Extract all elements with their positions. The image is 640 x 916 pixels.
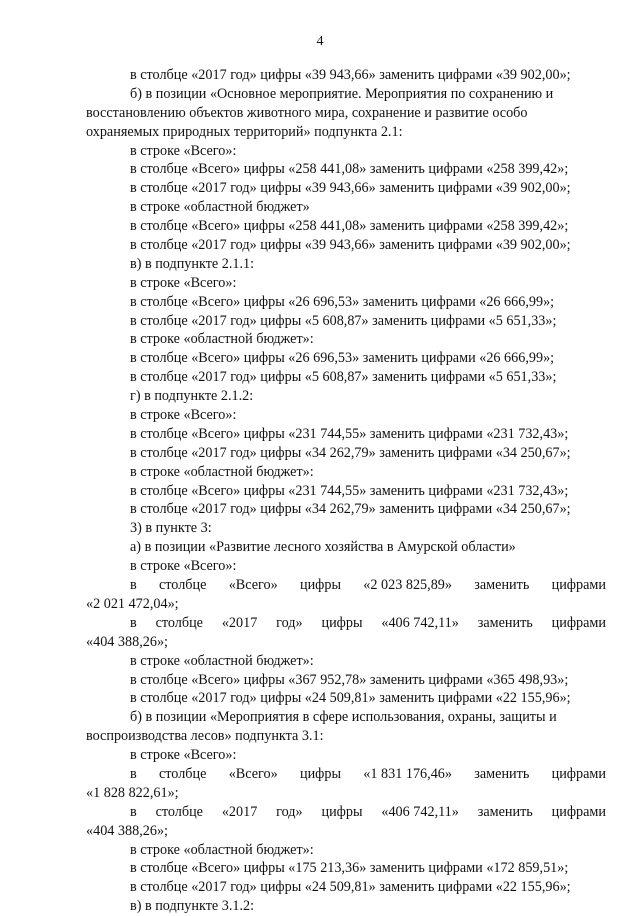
text-line: в строке «областной бюджет»: (130, 652, 314, 669)
text-line: в столбце «Всего» цифры «231 744,55» заменить цифрами «231 732,43»; (130, 482, 569, 499)
text-line: в строке «областной бюджет» (130, 199, 310, 216)
justified-line (86, 803, 606, 822)
word: заменить (474, 765, 530, 782)
word: цифры (299, 765, 341, 782)
text-line: воспроизводства лесов» подпункта 3.1: (86, 728, 324, 745)
text-line: а) в позиции «Развитие лесного хозяйства в Амурской области» (130, 539, 516, 556)
text-line: в) в подпункте 3.1.2: (130, 898, 255, 915)
text-line: «404 388,26»; (86, 633, 168, 650)
text-line: в столбце «Всего» цифры «231 744,55» заменить цифрами «231 732,43»; (130, 425, 569, 442)
justified-line (86, 614, 606, 633)
text-line: «404 388,26»; (86, 822, 168, 839)
text-line: в строке «Всего»: (130, 274, 237, 291)
text-line: в столбце «2017 год» цифры «5 608,87» заменить цифрами «5 651,33»; (130, 369, 557, 386)
word: в (130, 765, 137, 782)
word: столбце (159, 577, 207, 594)
text-line: б) в позиции «Мероприятия в сфере использования, охраны, защиты и (130, 709, 557, 726)
text-line: в) в подпункте 2.1.1: (130, 255, 255, 272)
word: «406 742,11» (381, 803, 459, 820)
text-line: в столбце «2017 год» цифры «39 943,66» заменить цифрами «39 902,00»; (130, 180, 571, 197)
text-line: в столбце «Всего» цифры «175 213,36» заменить цифрами «172 859,51»; (130, 860, 569, 877)
word: «Всего» (228, 765, 278, 782)
word: заменить (477, 614, 533, 631)
text-line: в строке «областной бюджет»: (130, 331, 314, 348)
text-line: «1 828 822,61»; (86, 784, 179, 801)
text-line: в столбце «Всего» цифры «26 696,53» заменить цифрами «26 666,99»; (130, 293, 555, 310)
word: заменить (477, 803, 533, 820)
text-line: в столбце «2017 год» цифры «24 509,81» заменить цифрами «22 155,96»; (130, 879, 571, 896)
text-line: б) в позиции «Основное мероприятие. Мероприятия по сохранению и (130, 85, 554, 102)
text-line: в столбце «2017 год» цифры «39 943,66» заменить цифрами «39 902,00»; (130, 67, 571, 83)
word: «2 023 825,89» (363, 577, 452, 594)
word: в (130, 803, 137, 820)
word: столбце (155, 614, 203, 631)
text-line: охраняемых природных территорий» подпункта 2.1: (86, 123, 403, 140)
word: заменить (474, 577, 530, 594)
word: «Всего» (228, 577, 278, 594)
word: в (130, 614, 137, 631)
word: год» (276, 803, 303, 820)
word: цифрами (551, 803, 606, 820)
text-line: в строке «Всего»: (130, 747, 237, 764)
word: цифрами (551, 765, 606, 782)
text-line: в столбце «2017 год» цифры «34 262,79» заменить цифрами «34 250,67»; (130, 501, 571, 518)
word: цифрами (551, 577, 606, 594)
text-line: в строке «Всего»: (130, 142, 237, 159)
text-line: в строке «областной бюджет»: (130, 841, 314, 858)
word: «2017 (221, 614, 258, 631)
word: цифрами (551, 614, 606, 631)
text-line: в столбце «Всего» цифры «367 952,78» заменить цифрами «365 498,93»; (130, 671, 569, 688)
word: цифры (321, 614, 363, 631)
word: год» (276, 614, 303, 631)
text-line: в строке «областной бюджет»: (130, 463, 314, 480)
text-line: г) в подпункте 2.1.2: (130, 388, 254, 405)
text-line: в столбце «Всего» цифры «26 696,53» заменить цифрами «26 666,99»; (130, 350, 555, 367)
text-line: в строке «Всего»: (130, 558, 237, 575)
justified-line (86, 765, 606, 784)
text-line: «2 021 472,04»; (86, 595, 179, 612)
word: цифры (321, 803, 363, 820)
word: «2017 (221, 803, 258, 820)
word: «406 742,11» (381, 614, 459, 631)
text-line: в столбце «Всего» цифры «258 441,08» заменить цифрами «258 399,42»; (130, 161, 569, 178)
text-line: восстановлению объектов животного мира, сохранение и развитие особо (86, 104, 528, 121)
text-line: в столбце «2017 год» цифры «24 509,81» заменить цифрами «22 155,96»; (130, 690, 571, 707)
page-number: 4 (316, 34, 324, 49)
text-line: в столбце «2017 год» цифры «5 608,87» заменить цифрами «5 651,33»; (130, 312, 557, 329)
text-line: в столбце «Всего» цифры «258 441,08» заменить цифрами «258 399,42»; (130, 218, 569, 235)
word: столбце (155, 803, 203, 820)
word: столбце (159, 765, 207, 782)
word: в (130, 577, 137, 594)
document-body (86, 66, 606, 916)
text-line: в строке «Всего»: (130, 407, 237, 424)
text-line: в столбце «2017 год» цифры «39 943,66» заменить цифрами «39 902,00»; (130, 237, 571, 254)
text-line: в столбце «2017 год» цифры «34 262,79» заменить цифрами «34 250,67»; (130, 444, 571, 461)
justified-line (86, 576, 606, 595)
text-line: 3) в пункте 3: (130, 520, 212, 537)
word: цифры (299, 577, 341, 594)
word: «1 831 176,46» (363, 765, 452, 782)
